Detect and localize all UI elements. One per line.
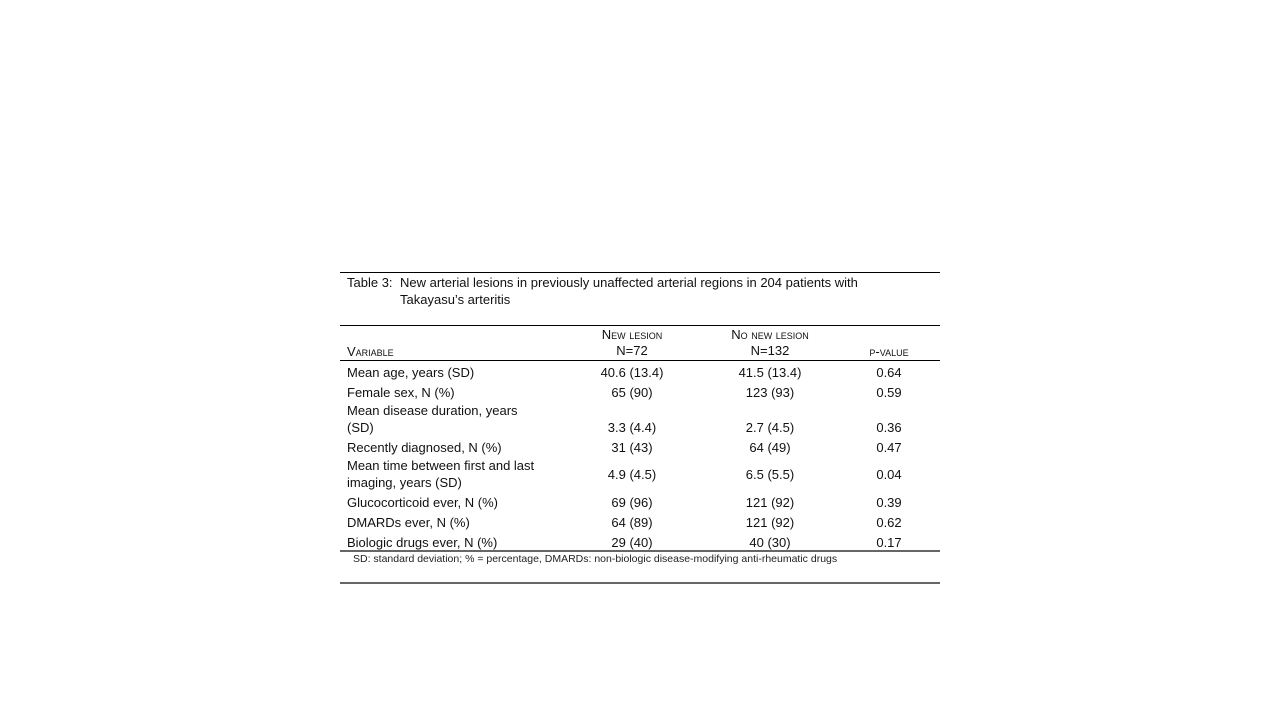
row-new-lesion-value: 29 (40)	[611, 535, 653, 550]
row-no-new-lesion-value: 2.7 (4.5)	[745, 420, 795, 435]
row-p-value: 0.04	[876, 467, 902, 482]
footnote-bottom-rule	[340, 582, 940, 584]
row-new-lesion-value: 65 (90)	[611, 385, 653, 400]
row-p-value: 0.64	[876, 365, 902, 380]
row-variable: Glucocorticoid ever, N (%)	[347, 495, 498, 510]
row-new-lesion-value: 40.6 (13.4)	[600, 365, 664, 380]
row-no-new-lesion-value: 121 (92)	[745, 495, 795, 510]
row-p-value: 0.59	[876, 385, 902, 400]
row-variable: Mean age, years (SD)	[347, 365, 475, 380]
row-variable: imaging, years (SD)	[347, 475, 462, 490]
row-p-value: 0.62	[876, 515, 902, 530]
row-no-new-lesion-value: 6.5 (5.5)	[745, 467, 795, 482]
caption-line-1: New arterial lesions in previously unaffected arterial regions in 204 patients with	[400, 275, 858, 290]
row-no-new-lesion-value: 123 (93)	[745, 385, 795, 400]
row-variable: DMARDs ever, N (%)	[347, 515, 470, 530]
row-variable: Recently diagnosed, N (%)	[347, 440, 502, 455]
header-new-lesion-n: N=72	[616, 343, 648, 358]
row-variable: (SD)	[347, 420, 374, 435]
header-new-lesion: New lesion	[601, 327, 663, 342]
row-no-new-lesion-value: 121 (92)	[745, 515, 795, 530]
row-p-value: 0.39	[876, 495, 902, 510]
row-no-new-lesion-value: 64 (49)	[749, 440, 791, 455]
row-new-lesion-value: 3.3 (4.4)	[607, 420, 657, 435]
row-variable: Biologic drugs ever, N (%)	[347, 535, 498, 550]
table-top-rule	[340, 272, 940, 273]
row-new-lesion-value: 4.9 (4.5)	[607, 467, 657, 482]
row-new-lesion-value: 31 (43)	[611, 440, 653, 455]
header-p-value: p-value	[869, 344, 909, 359]
row-p-value: 0.47	[876, 440, 902, 455]
row-p-value: 0.17	[876, 535, 902, 550]
footnote: SD: standard deviation; % = percentage, DMARDs: non-biologic disease-modifying anti-rheumatic drugs	[353, 553, 838, 565]
row-new-lesion-value: 64 (89)	[611, 515, 653, 530]
header-no-new-lesion-n: N=132	[750, 343, 790, 358]
caption-line-2: Takayasu’s arteritis	[400, 292, 511, 307]
row-variable: Mean disease duration, years	[347, 403, 518, 418]
row-variable: Mean time between first and last	[347, 458, 535, 473]
row-new-lesion-value: 69 (96)	[611, 495, 653, 510]
row-no-new-lesion-value: 40 (30)	[749, 535, 791, 550]
row-p-value: 0.36	[876, 420, 902, 435]
caption-label: Table 3:	[347, 275, 393, 290]
header-no-new-lesion: No new lesion	[731, 327, 809, 342]
header-variable: Variable	[347, 344, 394, 359]
row-variable: Female sex, N (%)	[347, 385, 455, 400]
header-bottom-rule	[340, 360, 940, 361]
row-no-new-lesion-value: 41.5 (13.4)	[738, 365, 802, 380]
